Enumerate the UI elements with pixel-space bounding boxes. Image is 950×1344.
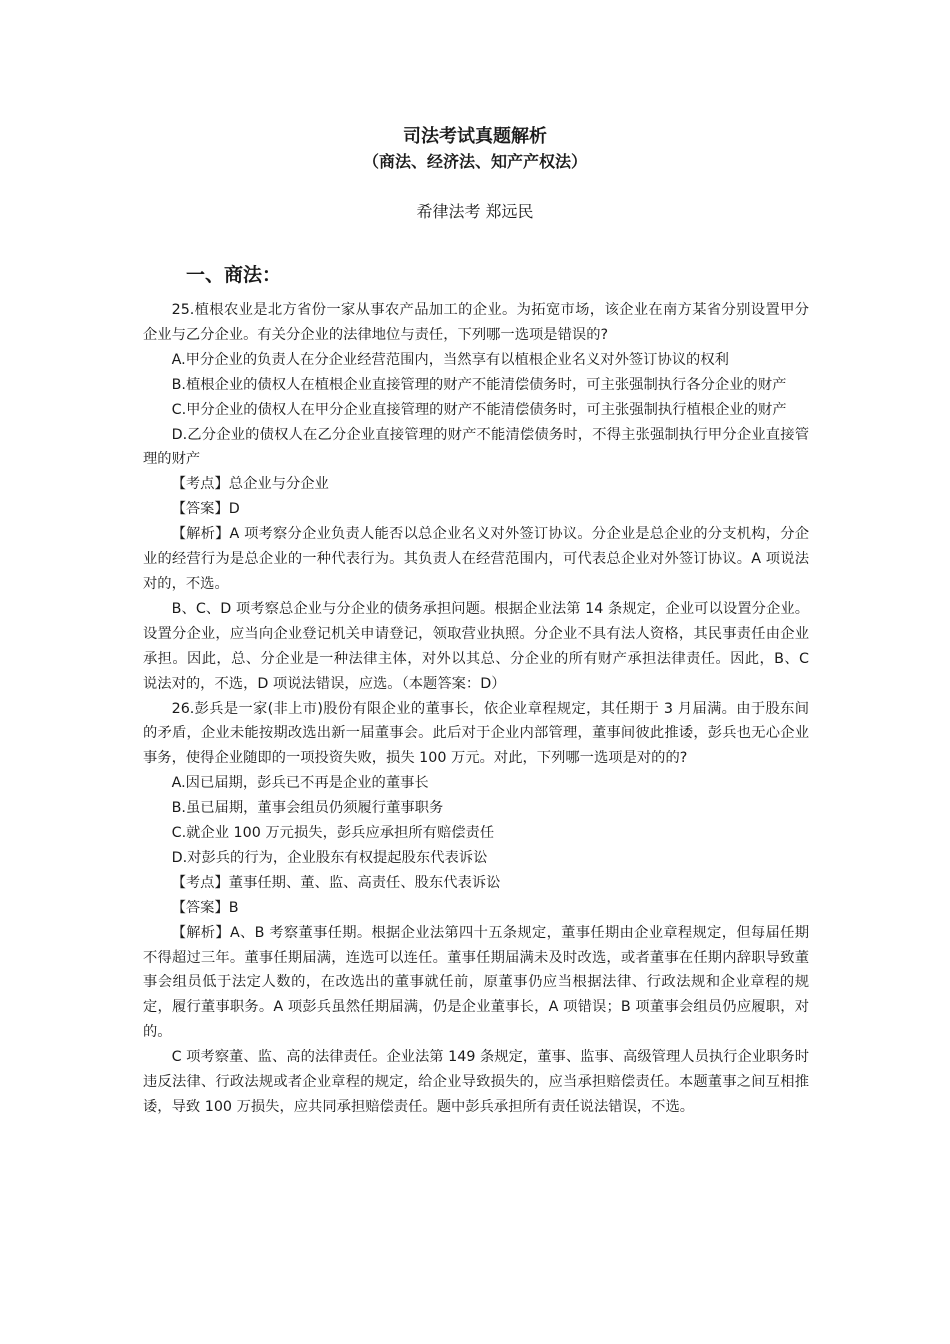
section-heading: 一、商法： [186,264,282,286]
question-25-option-a: A.甲分企业的负责人在分企业经营范围内，当然享有以植根企业名义对外签订协议的权利 [171,351,729,368]
question-26-analysis-ab: 【解析】A、B 考察董事任期。根据企业法第四十五条规定，董事任期由企业章程规定，但每届任期不得超过三年。董事任期届满，连选可以连任。董事任期届满未及时改选，或者董事在任期内辞职导致董事会组员低于法定人数的，在改选出的董事就任前，原董事仍应当根据法律、行政法规和企业章程的规定，履行董事职务。A 项彭兵虽然任期届满，仍是企业董事长，A 项错误；B 项董事会组员仍应履职，对的。 [143,924,809,1041]
document-title: 司法考试真题解析 [403,126,547,147]
document-author: 希律法考 郑远民 [416,202,534,221]
question-26-option-b: B.虽已届期，董事会组员仍须履行董事职务 [171,800,444,817]
question-25-analysis-a: 【解析】A 项考察分企业负责人能否以总企业名义对外签订协议。分企业是总企业的分支机构，分企业的经营行为是总企业的一种代表行为。其负责人在经营范围内，可代表总企业对外签订协议。A 项说法对的，不选。 [143,526,809,592]
question-25-topic: 【考点】总企业与分企业 [171,476,329,493]
question-26-option-d: D.对彭兵的行为，企业股东有权提起股东代表诉讼 [171,849,488,866]
question-26-answer: 【答案】B [171,899,239,916]
question-26-stem: 26.彭兵是一家(非上市)股份有限企业的董事长，依企业章程规定，其任期于 3 月届满。由于股东间的矛盾，企业未能按期改选出新一届董事会。此后对于企业内部管理，董事间彼此推诿，彭兵也无心企业事务，使得企业随即的一项投资失败，损失 100 万元。对此，下列哪一选项是对的的? [143,700,809,767]
question-26-option-c: C.就企业 100 万元损失，彭兵应承担所有赔偿责任 [171,825,495,842]
question-25-option-d: D.乙分企业的债权人在乙分企业直接管理的财产不能清偿债务时，不得主张强制执行甲分企业直接管理的财产 [143,426,809,468]
question-25-analysis-bcd: B、C、D 项考察总企业与分企业的债务承担问题。根据企业法第 14 条规定，企业可以设置分企业。设置分企业，应当向企业登记机关申请登记，领取营业执照。分企业不具有法人资格，其民事责任由企业承担。因此，总、分企业是一种法律主体，对外以其总、分企业的所有财产承担法律责任。因此，B、C 说法对的，不选，D 项说法错误，应选。（本题答案：D） [143,600,809,692]
question-26-analysis-c: C 项考察董、监、高的法律责任。企业法第 149 条规定，董事、监事、高级管理人员执行企业职务时违反法律、行政法规或者企业章程的规定，给企业导致损失的，应当承担赔偿责任。本题董事之间互相推诿，导致 100 万损失，应共同承担赔偿责任。题中彭兵承担所有责任说法错误，不选。 [143,1049,809,1115]
question-26-option-a: A.因已届期，彭兵已不再是企业的董事长 [171,775,429,792]
question-25-answer: 【答案】D [171,501,240,518]
document-body [143,298,809,1120]
question-26-topic: 【考点】董事任期、董、监、高责任、股东代表诉讼 [171,874,501,891]
document-subtitle: （商法、经济法、知产产权法） [362,152,587,171]
question-25-stem: 25.植根农业是北方省份一家从事农产品加工的企业。为拓宽市场，该企业在南方某省分别设置甲分企业与乙分企业。有关分企业的法律地位与责任，下列哪一选项是错误的? [143,302,809,343]
question-25-option-c: C.甲分企业的债权人在甲分企业直接管理的财产不能清偿债务时，可主张强制执行植根企业的财产 [171,401,787,418]
question-25-option-b: B.植根企业的债权人在植根企业直接管理的财产不能清偿债务时，可主张强制执行各分企业的财产 [171,376,787,393]
